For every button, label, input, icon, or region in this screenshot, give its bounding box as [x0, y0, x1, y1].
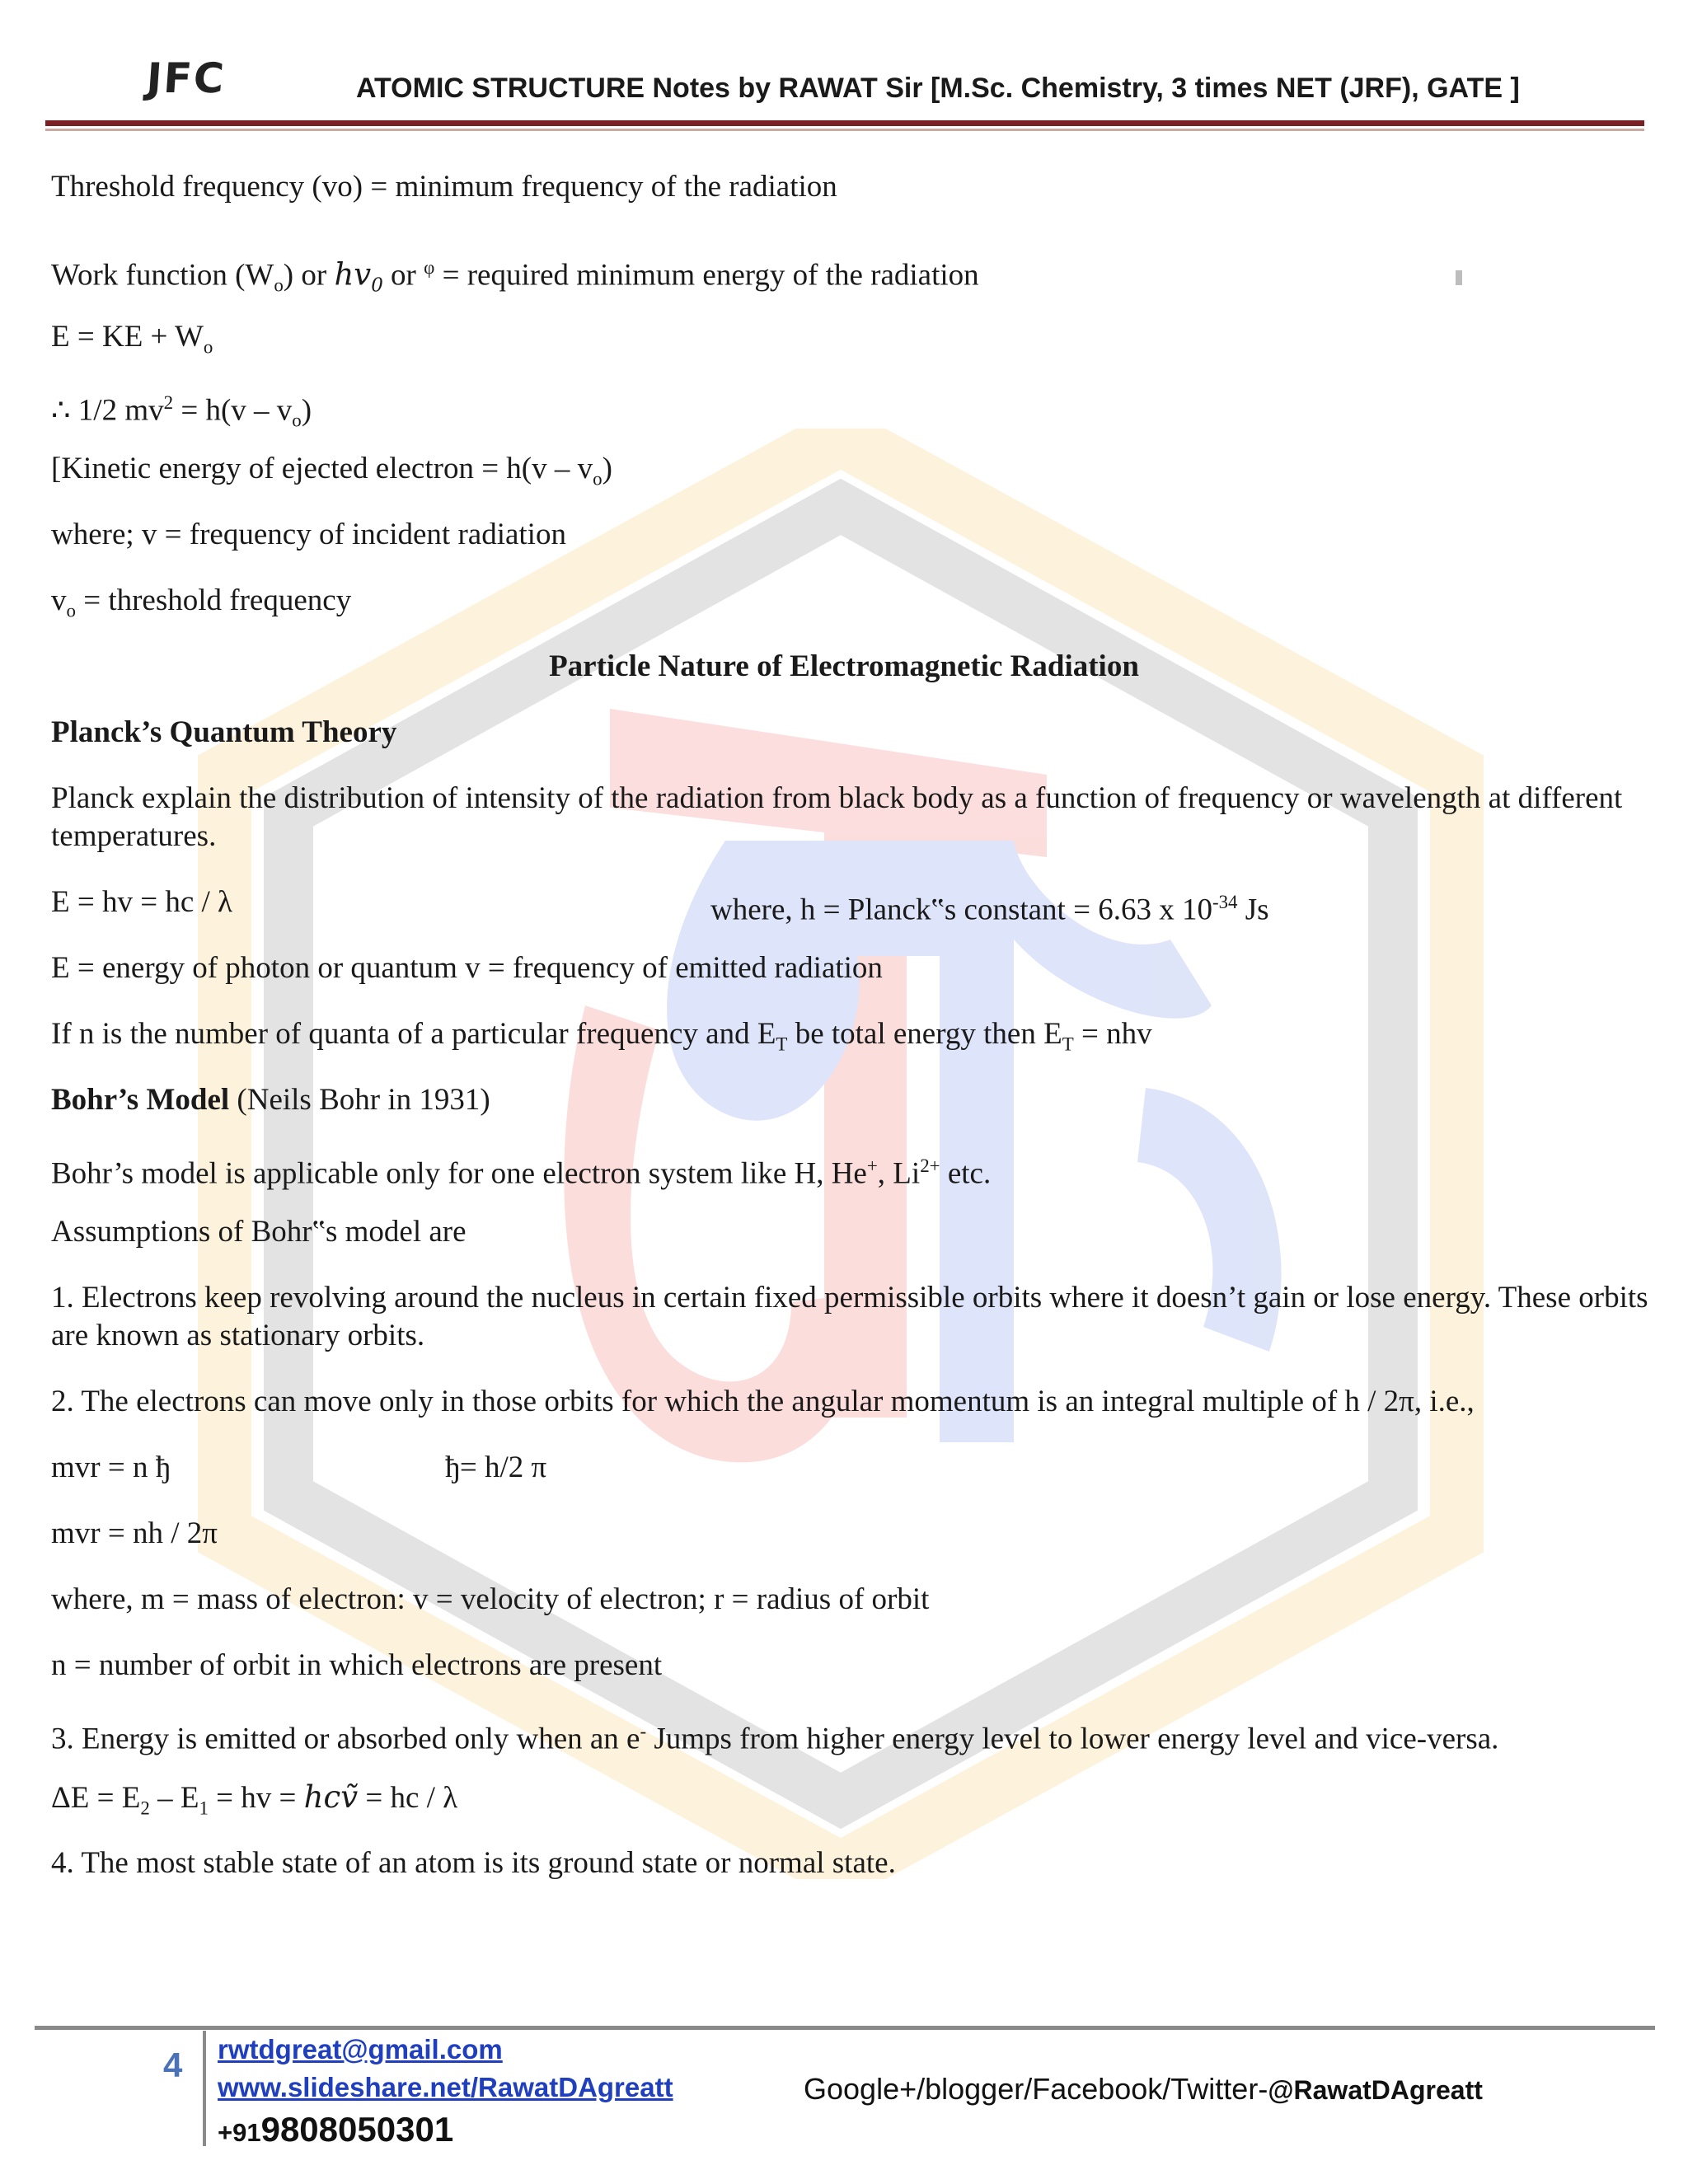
stray-mark — [1456, 270, 1462, 285]
footer-website-link[interactable]: www.slideshare.net/RawatDAgreatt — [218, 2072, 673, 2102]
footer-phone: +919808050301 — [218, 2110, 454, 2149]
jfc-logo: JFC — [144, 54, 227, 102]
planck-equation: E = hv = hc / λ — [51, 885, 232, 919]
incident-frequency-definition: where; v = frequency of incident radiation — [51, 518, 566, 551]
bohr-applicability-line: Bohr’s model is applicable only for one electron system like H, He+, $Li^{2+}$ etc. — [51, 1155, 992, 1191]
angular-momentum-equation: mvr = n ђ — [51, 1451, 171, 1484]
assumption-2: 2. The electrons can move only in those orbits for which the angular momentum is an integral multiple of h / 2π, i.e., — [51, 1385, 1475, 1418]
angular-momentum-equation-2: mvr = nh / 2π — [51, 1516, 218, 1550]
section-heading-planck: Planck’s Quantum Theory — [51, 715, 397, 749]
page-number: 4 — [163, 2046, 183, 2084]
hbar-definition: ђ= h/2 π — [445, 1451, 547, 1484]
assumption-1: 1. Electrons keep revolving around the nucleus in certain fixed permissible orbits where it doesn’t gain or lose energy. These orbits are known as stationary orbits. — [51, 1281, 1648, 1352]
planck-paragraph: Planck explain the distribution of intensity of the radiation from black body as a function of frequency or wavelength at different temperatures. — [51, 781, 1623, 853]
header-rule — [45, 120, 1644, 126]
total-energy-line: If n is the number of quanta of a particular frequency and $E_T$ be total energy then $E_T$ = nhv — [51, 1017, 1152, 1055]
assumption-4: 4. The most stable state of an atom is its ground state or normal state. — [51, 1846, 896, 1880]
threshold-frequency-definition: $v_o$ = threshold frequency — [51, 583, 352, 621]
section-heading-particle-nature: Particle Nature of Electromagnetic Radiation — [549, 649, 1139, 683]
bohr-model-heading: Bohr’s Model (Neils Bohr in 1931) — [51, 1083, 490, 1117]
kinetic-energy-equation: ∴ 1/2 $mv^2 = h(v - v_o)$ — [51, 392, 312, 431]
footer-social: Google+/blogger/Facebook/Twitter-@RawatDAgreatt — [804, 2072, 1483, 2106]
energy-difference-equation: $\Delta E = E_2 - E_1$ = hv = hcṽ = hc / λ — [51, 1779, 458, 1819]
photon-energy-definition: E = energy of photon or quantum v = frequency of emitted radiation — [51, 951, 883, 985]
kinetic-energy-definition: [Kinetic energy of ejected electron = $h(v - v_o)$ — [51, 452, 612, 490]
variable-definitions: where, m = mass of electron: v = velocity of electron; r = radius of orbit — [51, 1582, 930, 1616]
assumption-3: 3. Energy is emitted or absorbed only when an e- Jumps from higher energy level to lower energy level and vice-versa. — [51, 1721, 1499, 1756]
orbit-number-definition: n = number of orbit in which electrons are present — [51, 1648, 663, 1682]
bohr-assumptions-intro: Assumptions of Bohr‟s model are — [51, 1215, 467, 1249]
footer-email-link[interactable]: rwtdgreat@gmail.com — [218, 2034, 503, 2064]
footer-divider — [203, 2031, 206, 2146]
energy-equation-line: E = KE + $W_o$ — [51, 320, 213, 358]
footer-rule — [35, 2026, 1655, 2030]
threshold-frequency-line: Threshold frequency (vo) = minimum frequency of the radiation — [51, 170, 837, 204]
work-function-line: Work function $(W_o)$ or $hv_0$ or $^\varphi$ = required minimum energy of the radiation — [51, 256, 979, 297]
header-rule-shadow — [45, 129, 1644, 131]
planck-constant-definition: where, h = Planck‟s constant = 6.63 x $10^{-34}$ Js — [710, 892, 1269, 927]
page-header-title: ATOMIC STRUCTURE Notes by RAWAT Sir [M.Sc. Chemistry, 3 times NET (JRF), GATE ] — [356, 73, 1520, 104]
